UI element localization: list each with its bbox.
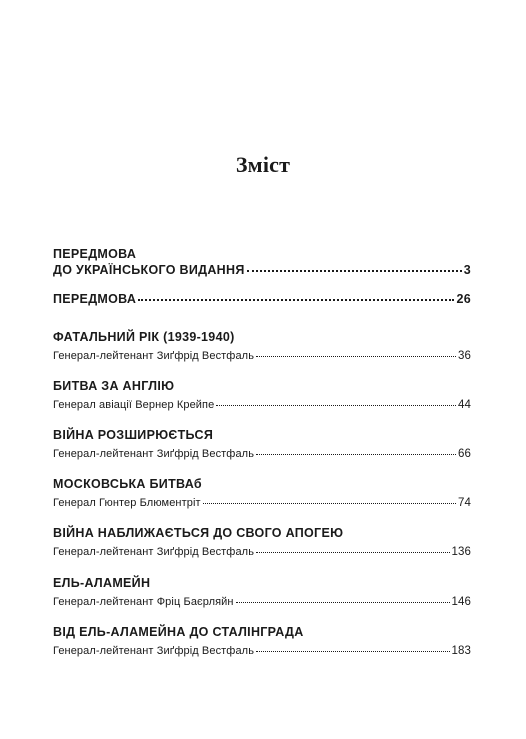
toc-entry-author[interactable] bbox=[53, 596, 471, 608]
toc-author-text: Генерал Гюнтер Блюментріт bbox=[53, 497, 201, 509]
dot-leader bbox=[216, 404, 456, 406]
toc-page-number: 183 bbox=[451, 645, 471, 657]
toc-heading-text: ВІЙНА РОЗШИРЮЄТЬСЯ bbox=[53, 428, 214, 442]
toc-entry-preface[interactable] bbox=[53, 292, 471, 306]
toc-heading-text: ПЕРЕДМОВА bbox=[53, 292, 137, 306]
toc-page-number: 3 bbox=[463, 263, 471, 277]
toc-heading-text: БИТВА ЗА АНГЛІЮ bbox=[53, 379, 175, 393]
toc-heading-text: ПЕРЕДМОВА bbox=[53, 247, 137, 261]
toc-heading bbox=[53, 477, 471, 491]
toc-heading bbox=[53, 576, 471, 590]
toc-author-text: Генерал-лейтенант Зиґфрід Вестфаль bbox=[53, 448, 255, 460]
toc-page-number: 74 bbox=[458, 497, 471, 509]
dot-leader bbox=[256, 355, 456, 357]
toc-heading bbox=[53, 526, 471, 540]
dot-leader bbox=[247, 269, 462, 272]
toc-entry-author[interactable] bbox=[53, 448, 471, 460]
toc-heading-text: ВІД ЕЛЬ-АЛАМЕЙНА ДО СТАЛІНГРАДА bbox=[53, 625, 304, 639]
toc-entry-author[interactable] bbox=[53, 497, 471, 509]
toc-author-text: Генерал-лейтенант Зиґфрід Вестфаль bbox=[53, 350, 255, 362]
toc-author-text: Генерал-лейтенант Фріц Баєрляйн bbox=[53, 596, 234, 608]
toc-page-number: 36 bbox=[458, 350, 471, 362]
dot-leader bbox=[256, 453, 456, 455]
toc-entry-preface-ua[interactable] bbox=[53, 263, 471, 277]
dot-leader bbox=[256, 650, 449, 652]
toc-page-number: 136 bbox=[451, 546, 471, 558]
toc-heading-text: МОСКОВСЬКА БИТВАб bbox=[53, 477, 202, 491]
toc-heading bbox=[53, 330, 471, 344]
toc-page-number: 146 bbox=[451, 596, 471, 608]
page-title: Зміст bbox=[235, 152, 291, 177]
toc-heading bbox=[53, 625, 471, 639]
toc-entry-author[interactable] bbox=[53, 350, 471, 362]
dot-leader bbox=[236, 601, 450, 603]
toc-page-number: 44 bbox=[458, 399, 471, 411]
toc-heading-text: ДО УКРАЇНСЬКОГО ВИДАННЯ bbox=[53, 263, 245, 277]
toc-heading-text: ВІЙНА НАБЛИЖАЄТЬСЯ ДО СВОГО АПОГЕЮ bbox=[53, 526, 344, 540]
dot-leader bbox=[203, 502, 456, 504]
dot-leader bbox=[138, 298, 454, 301]
toc-heading-preface-ua-line1 bbox=[53, 247, 471, 261]
toc-entry-author[interactable] bbox=[53, 546, 471, 558]
toc-author-text: Генерал-лейтенант Зиґфрід Вестфаль bbox=[53, 645, 255, 657]
dot-leader bbox=[256, 551, 449, 553]
toc-heading-text: ЕЛЬ-АЛАМЕЙН bbox=[53, 576, 151, 590]
toc-entry-author[interactable] bbox=[53, 645, 471, 657]
toc-author-text: Генерал авіації Вернер Крейпе bbox=[53, 399, 215, 411]
toc-page-number: 66 bbox=[458, 448, 471, 460]
toc-heading bbox=[53, 379, 471, 393]
toc-page-number: 26 bbox=[456, 292, 471, 306]
toc-heading bbox=[53, 428, 471, 442]
toc-entry-author[interactable] bbox=[53, 399, 471, 411]
toc-heading-text: ФАТАЛЬНИЙ РІК (1939-1940) bbox=[53, 330, 235, 344]
toc-author-text: Генерал-лейтенант Зиґфрід Вестфаль bbox=[53, 546, 255, 558]
